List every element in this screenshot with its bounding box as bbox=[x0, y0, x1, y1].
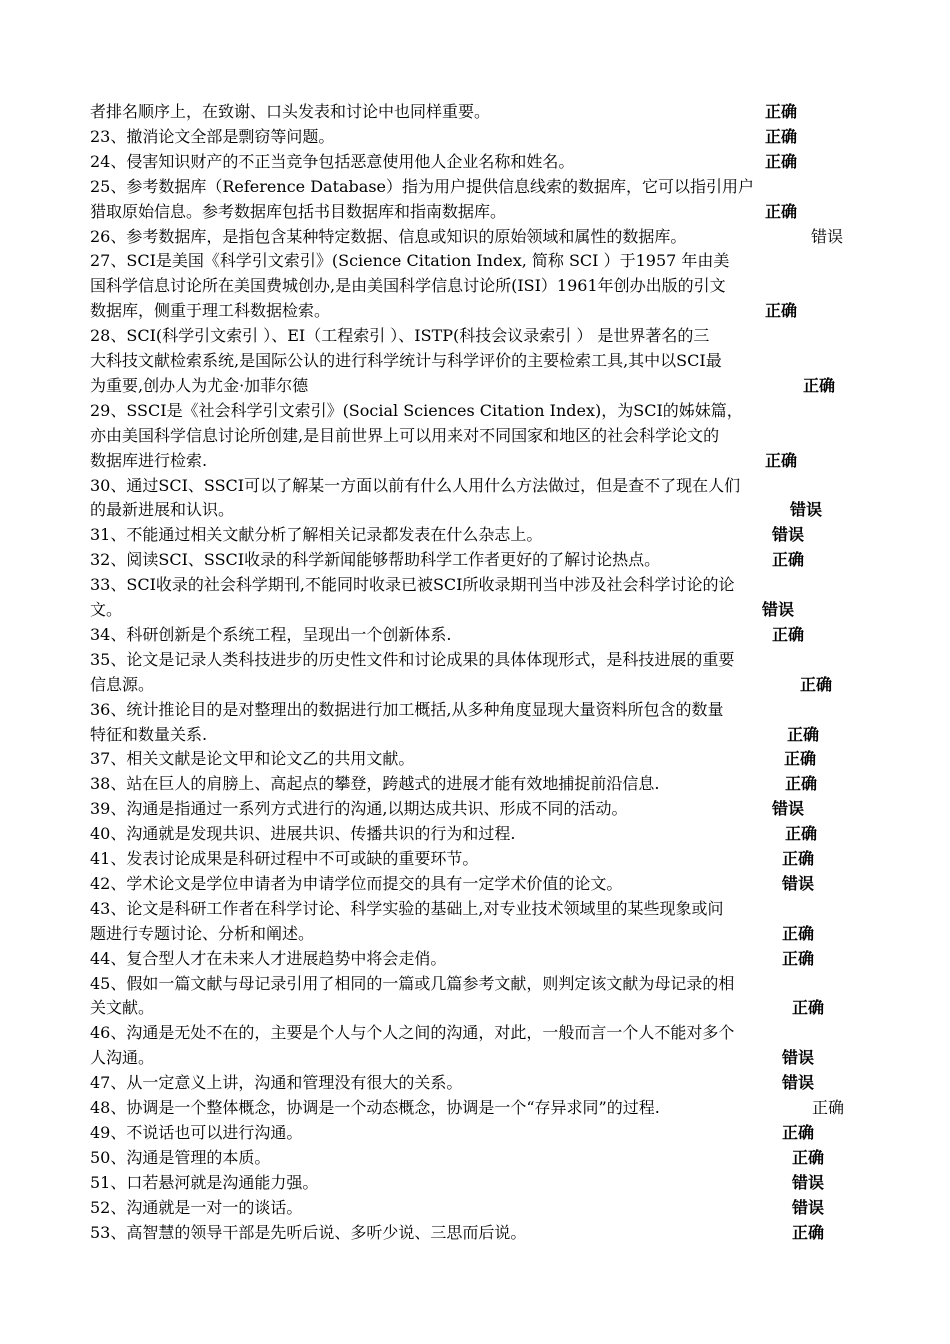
answer-mark: 正确 bbox=[765, 301, 798, 321]
statement-line bbox=[90, 796, 870, 821]
statement-line bbox=[90, 995, 870, 1020]
statement-text: 38、站在巨人的肩膀上、高起点的攀登，跨越式的进展才能有效地捕捉前沿信息. bbox=[90, 774, 660, 794]
statement-text: 40、沟通就是发现共识、进展共识、传播共识的行为和过程. bbox=[90, 824, 516, 844]
statement-text: 52、沟通就是一对一的谈话。 bbox=[90, 1197, 303, 1217]
statement-text: 数据库进行检索. bbox=[90, 450, 208, 470]
statement-line bbox=[90, 921, 870, 946]
statement-line bbox=[90, 248, 870, 273]
statement-text: 24、侵害知识财产的不正当竞争包括恶意使用他人企业名称和姓名。 bbox=[90, 151, 575, 171]
statement-line bbox=[90, 771, 870, 796]
answer-mark: 正确 bbox=[785, 824, 818, 844]
statement-text: 47、从一定意义上讲，沟通和管理没有很大的关系。 bbox=[90, 1073, 463, 1093]
statement-line bbox=[90, 497, 870, 522]
answer-mark: 错误 bbox=[811, 226, 844, 246]
answer-mark: 错误 bbox=[772, 525, 805, 545]
answer-mark: 正确 bbox=[785, 774, 818, 794]
statement-line bbox=[90, 547, 870, 572]
statement-line bbox=[90, 597, 870, 622]
statement-line bbox=[90, 1145, 870, 1170]
statement-text: 46、沟通是无处不在的，主要是个人与个人之间的沟通，对此，一般而言一个人不能对多个 bbox=[90, 1023, 735, 1043]
answer-mark: 正确 bbox=[784, 749, 817, 769]
statement-line bbox=[90, 1070, 870, 1095]
answer-mark: 正确 bbox=[800, 674, 833, 694]
statement-line bbox=[90, 647, 870, 672]
statement-line bbox=[90, 473, 870, 498]
statement-text: 猎取原始信息。参考数据库包括书目数据库和指南数据库。 bbox=[90, 201, 507, 221]
statement-text: 36、统计推论目的是对整理出的数据进行加工概括,从多种角度显现大量资料所包含的数量 bbox=[90, 699, 724, 719]
statement-text: 为重要,创办人为尤金·加菲尔德 bbox=[90, 375, 309, 395]
statement-text: 亦由美国科学信息讨论所创建,是目前世界上可以用来对不同国家和地区的社会科学论文的 bbox=[90, 425, 720, 445]
answer-mark: 正确 bbox=[782, 1122, 815, 1142]
answer-mark: 正确 bbox=[772, 624, 805, 644]
answer-mark: 错误 bbox=[782, 1048, 815, 1068]
statement-text: 44、复合型人才在未来人才进展趋势中将会走俏。 bbox=[90, 948, 447, 968]
statement-text: 人沟通。 bbox=[90, 1048, 155, 1068]
statement-text: 42、学术论文是学位申请者为申请学位而提交的具有一定学术价值的论文。 bbox=[90, 873, 623, 893]
statement-text: 28、SCI(科学引文索引 ）、EI（工程索引 ）、ISTP(科技会议录索引 ） 是世界著名的三 bbox=[90, 326, 710, 346]
statement-text: 31、不能通过相关文献分析了解相关记录都发表在什么杂志上。 bbox=[90, 525, 543, 545]
statement-line bbox=[90, 572, 870, 597]
statement-text: 39、沟通是指通过一系列方式进行的沟通,以期达成共识、形成不同的活动。 bbox=[90, 799, 628, 819]
statement-line bbox=[90, 846, 870, 871]
statement-text: 43、论文是科研工作者在科学讨论、科学实验的基础上,对专业技术领域里的某些现象或问 bbox=[90, 898, 724, 918]
statement-line bbox=[90, 174, 870, 199]
statement-text: 30、通过SCI、SSCI可以了解某一方面以前有什么人用什么方法做过，但是查不了现在人们 bbox=[90, 475, 741, 495]
statement-line bbox=[90, 348, 870, 373]
statement-line bbox=[90, 199, 870, 224]
statement-text: 37、相关文献是论文甲和论文乙的共用文献。 bbox=[90, 749, 415, 769]
answer-mark: 正确 bbox=[787, 724, 820, 744]
answer-mark: 错误 bbox=[782, 873, 815, 893]
statement-line bbox=[90, 1095, 870, 1120]
answer-mark: 正确 bbox=[792, 1222, 825, 1242]
statement-line bbox=[90, 448, 870, 473]
answer-mark: 正确 bbox=[765, 151, 798, 171]
statement-line bbox=[90, 896, 870, 921]
answer-mark: 错误 bbox=[792, 1172, 825, 1192]
statement-text: 国科学信息讨论所在美国费城创办,是由美国科学信息讨论所(ISI）1961年创办出版的引文 bbox=[90, 276, 726, 296]
statement-text: 51、口若悬河就是沟通能力强。 bbox=[90, 1172, 319, 1192]
statement-text: 34、科研创新是个系统工程，呈现出一个创新体系. bbox=[90, 624, 452, 644]
statement-text: 者排名顺序上，在致谢、口头发表和讨论中也同样重要。 bbox=[90, 102, 491, 121]
answer-mark: 错误 bbox=[792, 1197, 825, 1217]
statement-line bbox=[90, 149, 870, 174]
statement-line bbox=[90, 1045, 870, 1070]
statement-text: 信息源。 bbox=[90, 674, 155, 694]
answer-mark: 正确 bbox=[765, 126, 798, 146]
statement-text: 文。 bbox=[90, 600, 123, 619]
answer-mark: 错误 bbox=[782, 1073, 815, 1093]
answer-mark: 正确 bbox=[792, 998, 825, 1018]
statement-line bbox=[90, 224, 870, 249]
statement-line bbox=[90, 821, 870, 846]
statement-line bbox=[90, 697, 870, 722]
statement-line bbox=[90, 298, 870, 323]
answer-mark: 正确 bbox=[792, 1147, 825, 1167]
answer-mark: 正确 bbox=[803, 375, 836, 395]
statement-line bbox=[90, 871, 870, 896]
statement-line bbox=[90, 1220, 870, 1245]
answer-mark: 错误 bbox=[790, 500, 823, 520]
statement-text: 49、不说话也可以进行沟通。 bbox=[90, 1122, 303, 1142]
statement-line bbox=[90, 522, 870, 547]
statement-text: 大科技文献检索系统,是国际公认的进行科学统计与科学评价的主要检索工具,其中以SCI最 bbox=[90, 351, 722, 370]
statement-line bbox=[90, 1120, 870, 1145]
statement-text: 26、参考数据库，是指包含某种特定数据、信息或知识的原始领域和属性的数据库。 bbox=[90, 226, 687, 246]
statement-line bbox=[90, 124, 870, 149]
statement-line bbox=[90, 99, 870, 124]
statement-text: 53、高智慧的领导干部是先听后说、多听少说、三思而后说。 bbox=[90, 1222, 527, 1242]
statement-line bbox=[90, 722, 870, 747]
answer-mark: 正确 bbox=[772, 550, 805, 570]
statement-line bbox=[90, 622, 870, 647]
statement-line bbox=[90, 373, 870, 398]
statement-text: 33、SCI收录的社会科学期刊,不能同时收录已被SCI所收录期刊当中涉及社会科学讨论的论 bbox=[90, 575, 735, 595]
statement-text: 32、阅读SCI、SSCI收录的科学新闻能够帮助科学工作者更好的了解讨论热点。 bbox=[90, 550, 661, 570]
statement-line bbox=[90, 398, 870, 423]
statement-text: 41、发表讨论成果是科研过程中不可或缺的重要环节。 bbox=[90, 849, 479, 868]
statement-line bbox=[90, 971, 870, 996]
answer-mark: 正确 bbox=[782, 923, 815, 943]
statement-text: 题进行专题讨论、分析和阐述。 bbox=[90, 923, 315, 943]
answer-mark: 正确 bbox=[782, 948, 815, 968]
answer-mark: 错误 bbox=[772, 799, 805, 819]
statement-line bbox=[90, 946, 870, 971]
answer-mark: 正确 bbox=[765, 450, 798, 470]
statement-line bbox=[90, 323, 870, 348]
statement-text: 23、撤消论文全部是剽窃等问题。 bbox=[90, 126, 335, 146]
statement-text: 50、沟通是管理的本质。 bbox=[90, 1147, 271, 1167]
statement-text: 35、论文是记录人类科技进步的历史性文件和讨论成果的具体体现形式，是科技进展的重要 bbox=[90, 649, 735, 669]
answer-mark: 正确 bbox=[765, 201, 798, 221]
answer-mark: 正确 bbox=[812, 1098, 845, 1117]
statement-text: 27、SCI是美国《科学引文索引》(Science Citation Index, 简称 SCI ）于1957 年由美 bbox=[90, 251, 730, 271]
statement-line bbox=[90, 1195, 870, 1220]
statement-text: 特征和数量关系. bbox=[90, 724, 208, 744]
statement-text: 关文献。 bbox=[90, 998, 155, 1018]
statement-line bbox=[90, 273, 870, 298]
statement-line bbox=[90, 672, 870, 697]
statement-text: 数据库，侧重于理工科数据检索。 bbox=[90, 301, 331, 321]
answer-mark: 正确 bbox=[765, 102, 798, 121]
answer-mark: 正确 bbox=[782, 849, 815, 868]
statement-text: 45、假如一篇文献与母记录引用了相同的一篇或几篇参考文献，则判定该文献为母记录的相 bbox=[90, 973, 735, 993]
statement-line bbox=[90, 1020, 870, 1045]
statement-text: 29、SSCI是《社会科学引文索引》(Social Sciences Citation Index)，为SCI的姊妹篇， bbox=[90, 400, 743, 420]
statement-line bbox=[90, 1170, 870, 1195]
statement-text: 25、参考数据库（Reference Database）指为用户提供信息线索的数据库，它可以指引用户 bbox=[90, 176, 755, 196]
statement-line bbox=[90, 746, 870, 771]
answer-mark: 错误 bbox=[762, 600, 795, 619]
statement-text: 48、协调是一个整体概念，协调是一个动态概念，协调是一个“存异求同”的过程. bbox=[90, 1098, 660, 1117]
statement-line bbox=[90, 423, 870, 448]
statement-text: 的最新进展和认识。 bbox=[90, 500, 235, 520]
